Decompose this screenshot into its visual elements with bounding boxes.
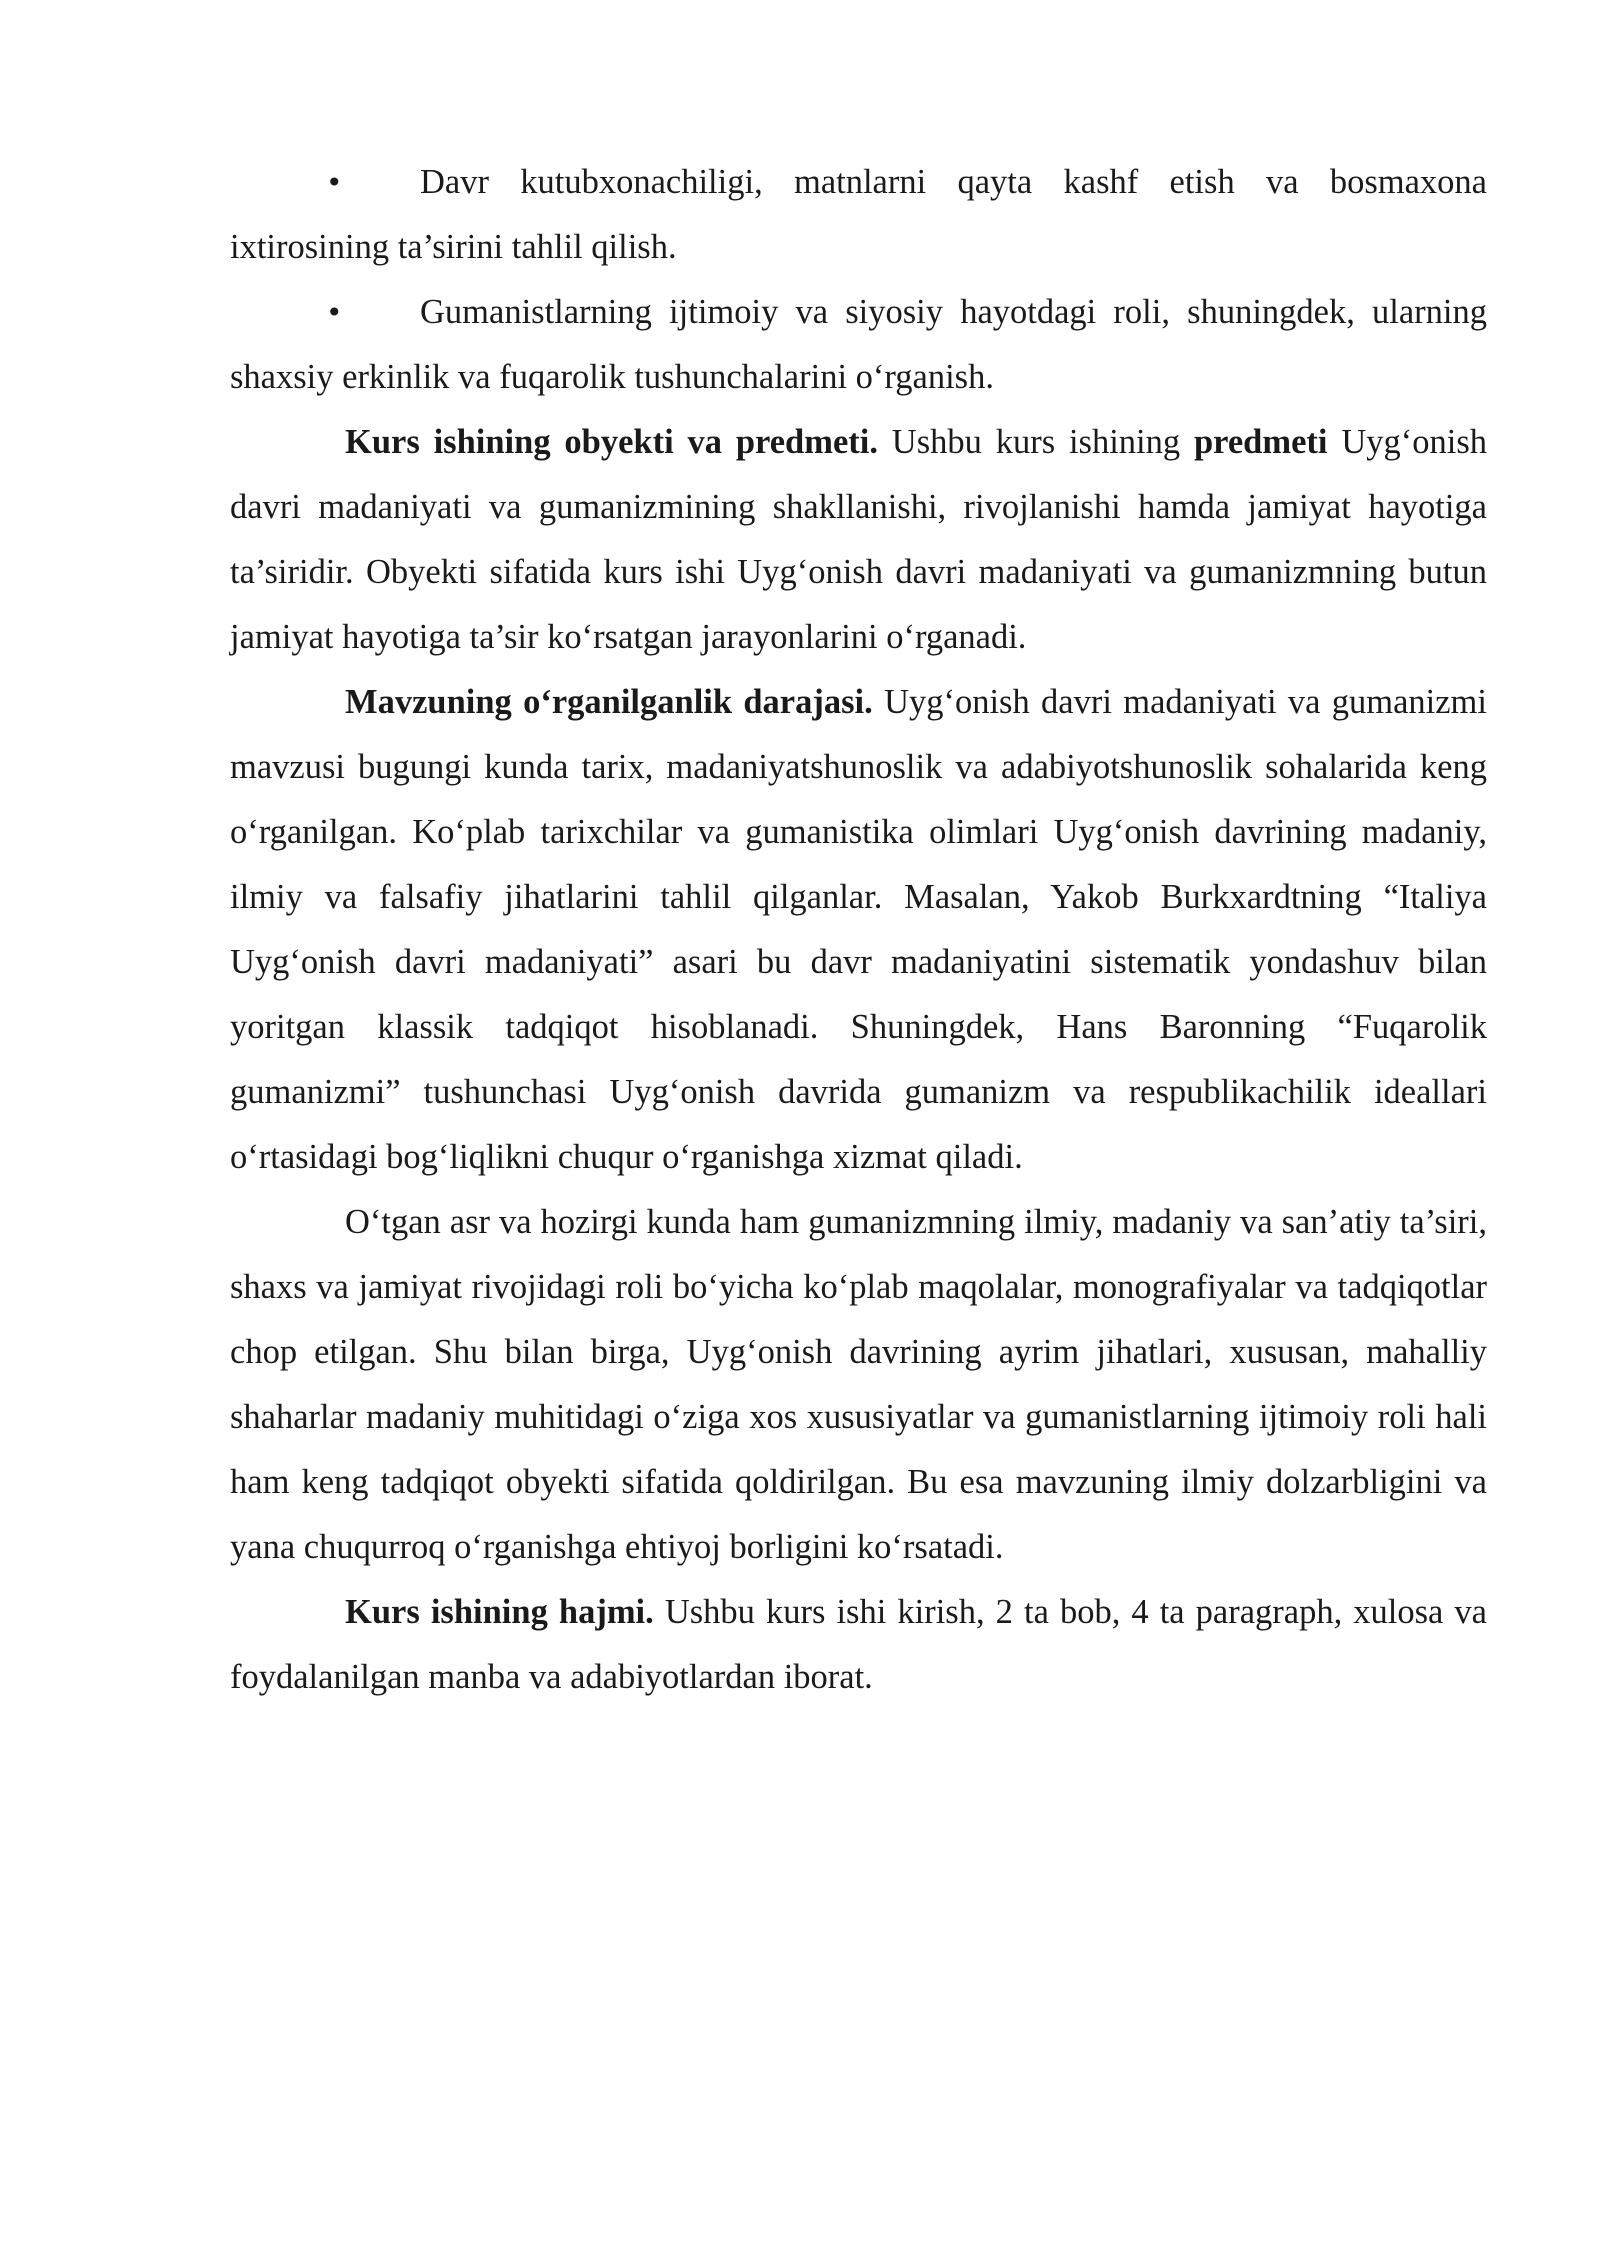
paragraph-text: Uyg‘onish davri madaniyati va gumanizmi mavzusi bugungi kunda tarix, madaniyatshunoslik va adabiyotshunoslik sohalarida keng o‘rganilgan. Ko‘plab tarixchilar va gumanistika olimlari Uyg‘onish davrining madaniy, ilmiy va falsafiy jihatlarini tahlil qilganlar. Masalan, Yakob Burkxardtning “Italiya Uyg‘onish davri madaniyati” asari bu davr madaniyatini sistematik yondashuv bilan yoritgan klassik tadqiqot hisoblanadi. Shuningdek, Hans Baronning “Fuqarolik gumanizmi” tushunchasi Uyg‘onish davrida gumanizm va respublikachilik ideallari o‘rtasidagi bog‘liqlikni chuqur o‘rganishga xizmat qiladi. xyxy=(230,683,1487,1176)
bullet-item-library xyxy=(230,150,1487,280)
bullet-text: Gumanistlarning ijtimoiy va siyosiy hayotdagi roli, shuningdek, ularning shaxsiy erkinlik va fuqarolik tushunchalarini o‘rganish. xyxy=(230,293,1487,396)
document-body xyxy=(230,150,1487,1710)
paragraph-text: Ushbu kurs ishining xyxy=(877,423,1194,461)
paragraph-text: Ushbu kurs ishi kirish, 2 ta bob, 4 ta paragraph, xulosa va foydalanilgan manba va adabiyotlardan iborat. xyxy=(230,1593,1487,1696)
paragraph-study-level xyxy=(230,670,1487,1190)
paragraph-heading: Kurs ishining hajmi. xyxy=(345,1593,654,1631)
paragraph-text: Uyg‘onish davri madaniyati va gumanizmining shakllanishi, rivojlanishi hamda jamiyat hayotiga ta’siridir. Obyekti sifatida kurs ishi Uyg‘onish davri madaniyati va gumanizmning butun jamiyat hayotiga ta’sir ko‘rsatgan jarayonlarini o‘rganadi. xyxy=(230,423,1487,656)
paragraph-text: O‘tgan asr va hozirgi kunda ham gumanizmning ilmiy, madaniy va san’atiy ta’siri, shaxs va jamiyat rivojidagi roli bo‘yicha ko‘plab maqolalar, monografiyalar va tadqiqotlar chop etilgan. Shu bilan birga, Uyg‘onish davrining ayrim jihatlari, xususan, mahalliy shaharlar madaniy muhitidagi o‘ziga xos xususiyatlar va gumanistlarning ijtimoiy roli hali ham keng tadqiqot obyekti sifatida qoldirilgan. Bu esa mavzuning ilmiy dolzarbligini va yana chuqurroq o‘rganishga ehtiyoj borligini ko‘rsatadi. xyxy=(230,1203,1487,1566)
bullet-icon: • xyxy=(326,296,343,329)
paragraph-volume xyxy=(230,1580,1487,1710)
paragraph-heading: Mavzuning o‘rganilganlik darajasi. xyxy=(345,683,873,721)
paragraph-object-subject xyxy=(230,410,1487,670)
bullet-text: Davr kutubxonachiligi, matnlarni qayta kashf etish va bosmaxona ixtirosining ta’sirini tahlil qilish. xyxy=(230,163,1487,266)
paragraph-past-century xyxy=(230,1190,1487,1580)
bullet-item-humanists xyxy=(230,280,1487,410)
bold-term: predmeti xyxy=(1193,423,1328,461)
bullet-icon: • xyxy=(326,166,343,199)
paragraph-heading: Kurs ishining obyekti va predmeti. xyxy=(345,423,878,461)
